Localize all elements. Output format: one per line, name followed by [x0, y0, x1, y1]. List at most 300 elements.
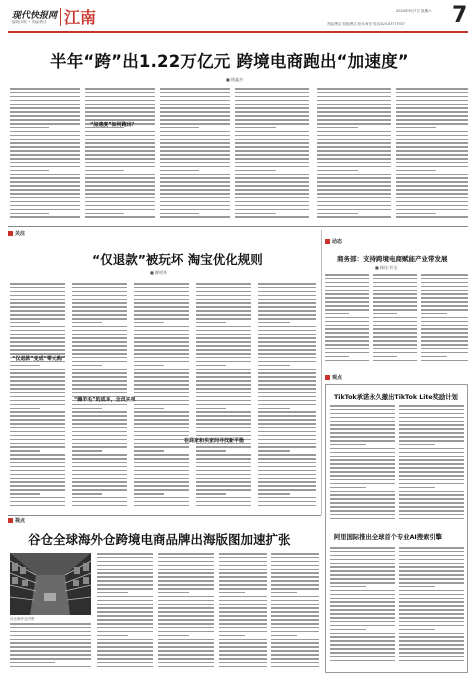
text-line — [134, 384, 189, 386]
mid-col-4 — [196, 283, 251, 510]
text-line — [158, 580, 214, 582]
text-line — [330, 514, 395, 516]
text-line — [271, 576, 319, 578]
text-line — [219, 557, 267, 559]
text-line — [134, 318, 189, 320]
text-line — [134, 396, 189, 398]
text-line — [10, 185, 80, 187]
text-line — [330, 494, 395, 496]
text-line — [10, 104, 80, 106]
text-line — [97, 584, 153, 586]
text-line — [10, 481, 65, 483]
text-line — [271, 650, 319, 652]
text-line — [196, 295, 251, 297]
text-line — [196, 349, 251, 351]
text-line — [97, 604, 153, 606]
text-line — [399, 640, 464, 642]
text-line — [196, 388, 251, 390]
text-line — [10, 384, 65, 386]
text-line — [10, 189, 80, 191]
text-line — [10, 380, 65, 382]
text-line — [85, 185, 155, 187]
text-line — [235, 166, 309, 168]
text-line — [97, 561, 153, 563]
text-line — [235, 174, 309, 176]
text-line — [399, 594, 464, 596]
text-line — [258, 462, 316, 464]
text-line — [10, 341, 65, 343]
section-label-shidian: 视点 — [8, 517, 25, 524]
text-line — [158, 584, 214, 586]
text-line — [396, 201, 468, 203]
text-line — [421, 348, 468, 350]
text-line — [258, 376, 316, 378]
text-line — [396, 213, 436, 215]
text-line — [258, 501, 316, 503]
text-line — [196, 353, 251, 355]
text-line — [160, 177, 230, 179]
text-line — [10, 154, 80, 156]
text-line — [158, 615, 214, 617]
text-line — [271, 580, 319, 582]
text-line — [271, 592, 297, 594]
text-line — [373, 344, 417, 346]
text-line — [160, 150, 230, 152]
text-line — [10, 170, 49, 172]
top-col-4 — [235, 88, 309, 222]
text-line — [271, 584, 319, 586]
text-line — [134, 337, 189, 339]
text-line — [399, 613, 464, 615]
text-line — [10, 474, 65, 476]
text-line — [10, 142, 80, 144]
text-line — [134, 369, 189, 371]
text-line — [373, 286, 417, 288]
text-line — [325, 332, 369, 334]
text-line — [235, 88, 309, 90]
text-line — [160, 119, 230, 121]
text-line — [258, 392, 316, 394]
text-line — [72, 349, 127, 351]
text-line — [219, 611, 267, 613]
text-line — [160, 139, 230, 141]
text-line — [72, 493, 102, 495]
text-line — [258, 435, 316, 437]
text-line — [330, 629, 366, 631]
text-line — [97, 635, 128, 637]
text-line — [10, 635, 91, 637]
text-line — [396, 146, 468, 148]
masthead-rule — [8, 31, 468, 33]
text-line — [399, 514, 464, 516]
text-line — [373, 340, 417, 342]
text-line — [158, 557, 214, 559]
text-line — [160, 197, 230, 199]
text-line — [85, 104, 155, 106]
text-line — [330, 452, 395, 454]
middle-right-byline: ■ 顾佳·杜宝 — [375, 265, 398, 270]
text-line — [330, 559, 395, 561]
text-line — [399, 629, 435, 631]
text-line — [330, 648, 395, 650]
text-line — [258, 404, 316, 406]
text-line — [134, 299, 189, 301]
text-line — [399, 483, 464, 485]
text-line — [325, 290, 369, 292]
text-line — [97, 576, 153, 578]
text-line — [10, 658, 91, 660]
text-line — [134, 501, 189, 503]
text-line — [72, 431, 127, 433]
text-line — [325, 293, 369, 295]
section-marker-icon — [8, 231, 13, 236]
text-line — [399, 621, 464, 623]
text-line — [72, 380, 127, 382]
text-line — [258, 384, 316, 386]
text-line — [399, 510, 464, 512]
text-line — [97, 553, 153, 555]
text-line — [158, 576, 214, 578]
text-line — [317, 189, 391, 191]
text-line — [258, 481, 316, 483]
text-line — [160, 205, 230, 207]
bottom-col-5 — [271, 553, 319, 673]
text-line — [196, 404, 251, 406]
text-line — [97, 654, 153, 656]
text-line — [317, 166, 391, 168]
photo-caption: 谷仓海外仓内景 — [10, 617, 35, 621]
text-line — [196, 283, 251, 285]
text-line — [330, 570, 395, 572]
text-line — [330, 598, 395, 600]
text-line — [72, 474, 127, 476]
text-line — [258, 485, 316, 487]
text-line — [10, 295, 65, 297]
text-line — [97, 580, 153, 582]
text-line — [399, 421, 464, 423]
text-line — [258, 396, 316, 398]
text-line — [399, 467, 464, 469]
text-line — [258, 474, 316, 476]
text-line — [10, 427, 65, 429]
text-line — [271, 557, 319, 559]
text-line — [399, 409, 464, 411]
text-line — [10, 306, 65, 308]
text-line — [10, 372, 65, 374]
text-line — [72, 408, 102, 410]
text-line — [317, 127, 358, 129]
text-line — [317, 92, 391, 94]
text-line — [196, 369, 251, 371]
text-line — [158, 604, 214, 606]
text-line — [258, 306, 316, 308]
text-line — [258, 466, 316, 468]
text-line — [85, 213, 124, 215]
text-line — [10, 131, 80, 133]
text-line — [421, 321, 468, 323]
text-line — [330, 487, 366, 489]
middle-right-headline: 商务部：支持跨境电商赋能产业带发展 — [337, 255, 448, 263]
text-line — [219, 615, 267, 617]
text-line — [258, 341, 316, 343]
text-line — [235, 139, 309, 141]
text-line — [160, 209, 230, 211]
text-line — [10, 400, 65, 402]
text-line — [10, 205, 80, 207]
top-story-headline: 半年“跨”出1.22万亿元 跨境电商跑出“加速度” — [50, 52, 409, 71]
text-line — [160, 111, 230, 113]
text-line — [399, 436, 464, 438]
text-line — [134, 353, 189, 355]
text-line — [330, 463, 395, 465]
text-line — [196, 474, 251, 476]
text-line — [72, 423, 127, 425]
text-line — [317, 150, 391, 152]
text-line — [421, 293, 468, 295]
text-line — [330, 518, 395, 520]
text-line — [10, 119, 80, 121]
text-line — [258, 450, 290, 452]
text-line — [325, 305, 369, 307]
text-line — [72, 485, 127, 487]
text-line — [10, 197, 80, 199]
text-line — [325, 340, 369, 342]
text-line — [134, 404, 189, 406]
text-line — [317, 123, 391, 125]
text-line — [399, 570, 464, 572]
text-line — [160, 154, 230, 156]
text-line — [399, 471, 464, 473]
text-line — [330, 601, 395, 603]
text-line — [158, 600, 214, 602]
text-line — [317, 135, 391, 137]
text-line — [325, 328, 369, 330]
text-line — [72, 369, 127, 371]
text-line — [160, 185, 230, 187]
text-line — [219, 584, 267, 586]
text-line — [373, 328, 417, 330]
text-line — [396, 142, 468, 144]
text-line — [219, 631, 267, 633]
text-line — [396, 92, 468, 94]
text-line — [134, 411, 189, 413]
text-line — [399, 506, 464, 508]
text-line — [10, 376, 65, 378]
text-line — [258, 337, 316, 339]
text-line — [330, 547, 395, 549]
text-line — [421, 328, 468, 330]
text-line — [317, 162, 391, 164]
text-line — [196, 505, 251, 507]
masthead — [0, 0, 476, 32]
text-line — [10, 450, 40, 452]
text-line — [196, 299, 251, 301]
text-line — [10, 150, 80, 152]
text-line — [396, 135, 468, 137]
text-line — [235, 213, 276, 215]
text-line — [235, 107, 309, 109]
text-line — [330, 605, 395, 607]
text-line — [330, 625, 395, 627]
text-line — [10, 318, 65, 320]
text-line — [317, 177, 391, 179]
text-line — [10, 177, 80, 179]
text-line — [10, 650, 91, 652]
text-line — [399, 551, 464, 553]
text-line — [258, 380, 316, 382]
text-line — [373, 332, 417, 334]
text-line — [317, 88, 391, 90]
text-line — [72, 287, 127, 289]
text-line — [196, 287, 251, 289]
right-box-headline-2: 阿里国际推出全球首个专业AI搜索引擎 — [334, 534, 442, 541]
text-line — [258, 493, 290, 495]
section-marker-icon — [325, 375, 330, 380]
paper-name: 现代快报网 — [12, 11, 58, 21]
text-line — [196, 419, 251, 421]
text-line — [271, 569, 319, 571]
text-line — [235, 127, 276, 129]
text-line — [330, 456, 395, 458]
right-box-headline-1: TikTok承诺永久撤出TikTok Lite奖励计划 — [334, 394, 458, 401]
text-line — [72, 427, 127, 429]
text-line — [258, 345, 316, 347]
text-line — [134, 478, 189, 480]
text-line — [10, 216, 80, 218]
text-line — [10, 639, 91, 641]
text-line — [10, 415, 65, 417]
text-line — [10, 181, 80, 183]
text-line — [85, 201, 155, 203]
text-line — [97, 627, 153, 629]
text-line — [85, 216, 155, 218]
text-line — [421, 313, 447, 315]
text-line — [10, 158, 80, 160]
text-line — [396, 162, 468, 164]
text-line — [399, 463, 464, 465]
text-line — [330, 613, 395, 615]
text-line — [72, 283, 127, 285]
text-line — [97, 565, 153, 567]
text-line — [10, 662, 55, 664]
text-line — [219, 623, 267, 625]
text-line — [317, 154, 391, 156]
text-line — [72, 388, 127, 390]
text-line — [85, 146, 155, 148]
text-line — [158, 561, 214, 563]
text-line — [399, 598, 464, 600]
text-line — [258, 310, 316, 312]
text-line — [134, 341, 189, 343]
text-line — [235, 154, 309, 156]
text-line — [97, 588, 153, 590]
text-line — [219, 561, 267, 563]
text-line — [97, 658, 153, 660]
text-line — [330, 609, 395, 611]
text-line — [258, 411, 316, 413]
text-line — [219, 565, 267, 567]
text-line — [158, 623, 214, 625]
text-line — [219, 662, 267, 664]
text-line — [10, 88, 80, 90]
text-line — [160, 123, 230, 125]
text-line — [10, 443, 65, 445]
text-line — [235, 123, 309, 125]
text-line — [10, 107, 80, 109]
text-line — [97, 650, 153, 652]
text-line — [158, 631, 214, 633]
text-line — [196, 481, 251, 483]
text-line — [219, 604, 267, 606]
text-line — [396, 166, 468, 168]
text-line — [134, 310, 189, 312]
text-line — [85, 205, 155, 207]
text-line — [325, 348, 369, 350]
text-line — [196, 446, 251, 448]
text-line — [421, 352, 468, 354]
text-line — [160, 104, 230, 106]
text-line — [134, 415, 189, 417]
text-line — [158, 654, 214, 656]
text-line — [317, 205, 391, 207]
text-line — [134, 357, 189, 359]
text-line — [399, 590, 464, 592]
text-line — [10, 291, 65, 293]
text-line — [10, 493, 40, 495]
text-line — [10, 365, 40, 367]
text-line — [160, 127, 199, 129]
right-box-col-1 — [330, 405, 395, 522]
text-line — [330, 483, 395, 485]
text-line — [196, 314, 251, 316]
text-line — [373, 305, 417, 307]
text-line — [399, 440, 464, 442]
text-line — [158, 662, 214, 664]
text-line — [160, 193, 230, 195]
text-line — [271, 565, 319, 567]
text-line — [10, 431, 65, 433]
text-line — [72, 330, 127, 332]
text-line — [85, 177, 155, 179]
text-line — [10, 627, 91, 629]
text-line — [158, 642, 214, 644]
text-line — [399, 459, 464, 461]
text-line — [85, 111, 155, 113]
text-line — [72, 443, 127, 445]
text-line — [325, 286, 369, 288]
text-line — [196, 326, 251, 328]
text-line — [10, 209, 80, 211]
text-line — [330, 405, 395, 407]
text-line — [160, 88, 230, 90]
text-line — [317, 174, 391, 176]
text-line — [399, 428, 464, 430]
text-line — [85, 100, 155, 102]
text-line — [219, 639, 267, 641]
text-line — [330, 413, 395, 415]
text-line — [396, 115, 468, 117]
text-line — [134, 446, 189, 448]
text-line — [235, 100, 309, 102]
text-line — [196, 485, 251, 487]
text-line — [10, 334, 65, 336]
section-label-guanzhu: 关注 — [8, 230, 25, 237]
text-line — [134, 462, 189, 464]
text-line — [85, 131, 155, 133]
text-line — [160, 162, 230, 164]
text-line — [317, 96, 391, 98]
bottom-top-rule — [8, 515, 321, 516]
